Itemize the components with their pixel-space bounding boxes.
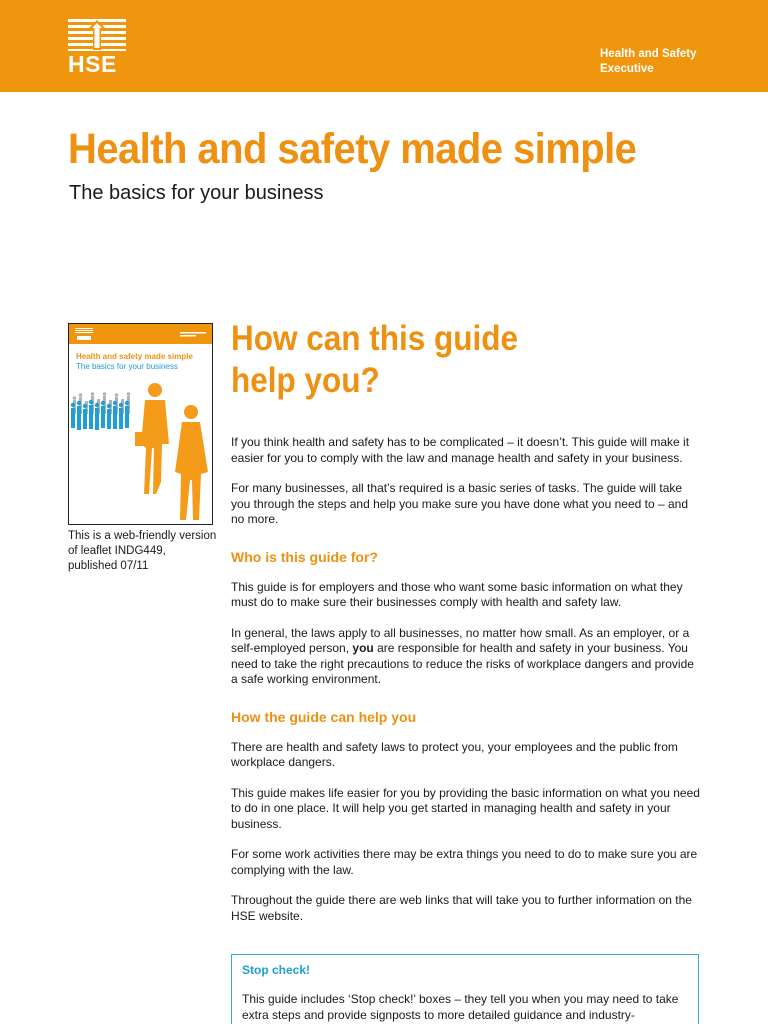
cover-people-illustration-icon xyxy=(69,372,212,524)
how-heading: How the guide can help you xyxy=(231,708,417,725)
stop-check-box xyxy=(231,954,699,1024)
intro-paragraph-2: For many businesses, all that’s required is a basic series of tasks. The guide will take you through the steps and help you make sure you have done what you need to – and no more. xyxy=(231,481,688,526)
who-paragraph-1: This guide is for employers and those who want some basic information on what they must do to make sure their businesses comply with health and safety law. xyxy=(231,579,683,609)
section-heading-line1: How can this guide xyxy=(231,319,519,358)
org-name-line1: Health and Safety xyxy=(600,48,697,60)
cover-caption: This is a web-friendly version of leaflet INDG449, published 07/11 xyxy=(68,530,217,572)
org-name-line2: Executive xyxy=(600,63,654,75)
document-subtitle: The basics for your business xyxy=(69,182,324,204)
document-title: Health and safety made simple xyxy=(68,125,637,173)
how-paragraph-4: Throughout the guide there are web links that will take you to further information on the HSE website. xyxy=(231,893,692,923)
stop-check-text: This guide includes ‘Stop check!’ boxes – they tell you when you may need to take extra steps and provide signposts to more detailed guidance and industry- xyxy=(242,992,679,1022)
cover-org-text-icon xyxy=(180,332,206,337)
how-paragraph-1: There are health and safety laws to protect you, your employees and the public from workplace dangers. xyxy=(231,739,678,769)
intro-paragraph-1: If you think health and safety has to be complicated – it doesn’t. This guide will make it easier for you to comply with the law and manage health and safety in your business. xyxy=(231,435,690,465)
hse-crown-logo-icon xyxy=(68,18,126,52)
leaflet-cover-thumbnail[interactable] xyxy=(68,323,213,525)
who-paragraph-2 xyxy=(231,626,701,688)
who-paragraph-2-part2: are responsible for health and safety in your business. You need to take the right precautions to reduce the risks of workplace dangers and provide a safe working environment. xyxy=(231,641,694,686)
who-paragraph-2-part1: In general, the laws apply to all businesses, no matter how small. As an employer, or a self-employed person, xyxy=(231,625,690,655)
how-paragraph-2: This guide makes life easier for you by providing the basic information on what you need to do in one place. It will help you get started in managing health and safety in your business. xyxy=(231,785,700,831)
cover-subtitle: The basics for your business xyxy=(76,362,178,371)
who-heading: Who is this guide for? xyxy=(231,548,378,565)
section-heading xyxy=(231,318,519,402)
organisation-name xyxy=(600,47,730,77)
section-heading-line2: help you? xyxy=(231,361,380,400)
main-content xyxy=(231,318,701,924)
header-banner xyxy=(0,0,768,92)
hse-logo[interactable] xyxy=(68,18,126,76)
how-paragraph-3: For some work activities there may be extra things you need to do to make sure you are complying with the law. xyxy=(231,847,698,877)
who-paragraph-2-emphasis: you xyxy=(352,641,374,655)
logo-wordmark: HSE xyxy=(68,51,117,77)
cover-title: Health and safety made simple xyxy=(76,352,193,361)
stop-check-title: Stop check! xyxy=(242,963,311,977)
cover-hse-logo-icon xyxy=(75,328,93,341)
